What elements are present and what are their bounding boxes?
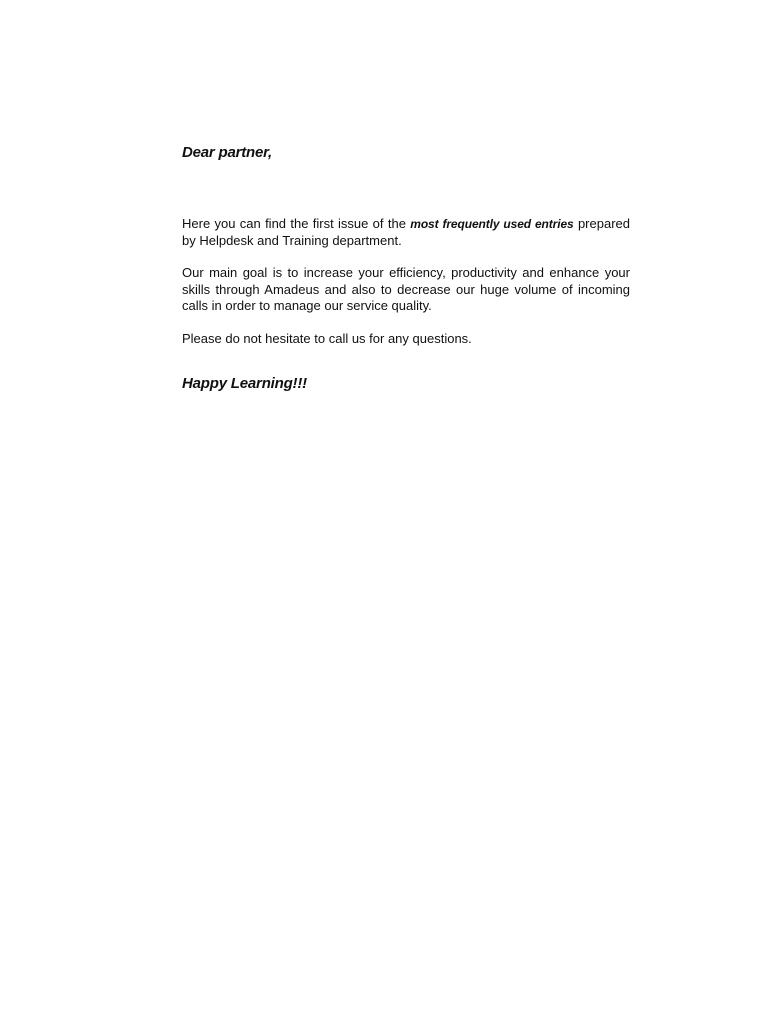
goal-paragraph: Our main goal is to increase your efficiency, productivity and enhance your skills through Amadeus and also to decrease our huge volume of incoming calls in order to manage our service quality. [182,265,630,313]
intro-text-before: Here you can find the first issue of the [182,216,411,231]
intro-paragraph [182,216,630,249]
intro-text-after: prepared by Helpdesk and Training department. [182,216,630,248]
intro-emphasis: most frequently used entries [410,217,574,231]
closing: Happy Learning!!! [182,375,307,392]
contact-paragraph: Please do not hesitate to call us for any questions. [182,330,472,346]
letter-body [182,143,630,394]
salutation: Dear partner, [182,144,272,161]
